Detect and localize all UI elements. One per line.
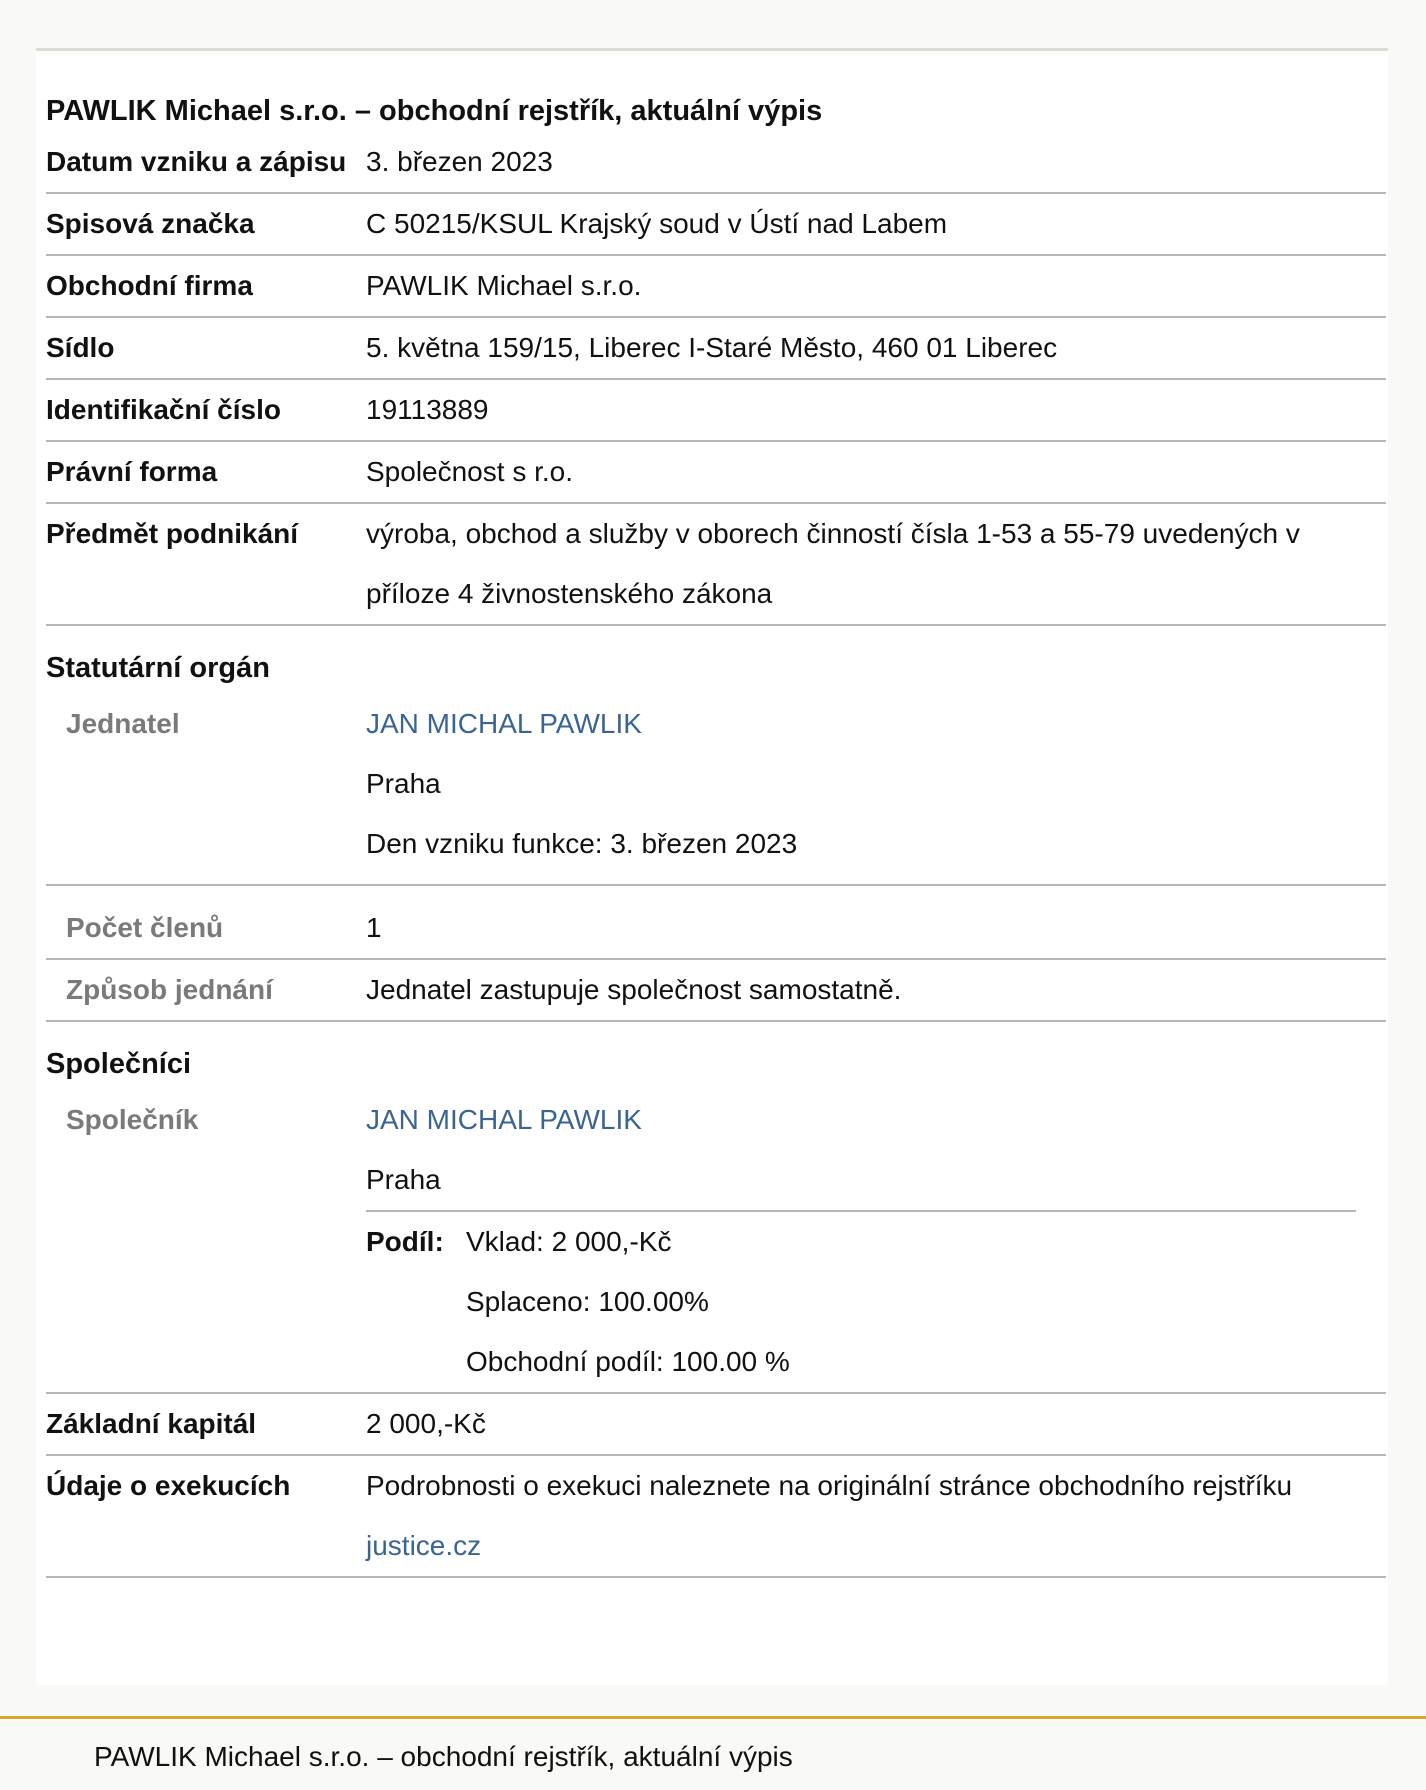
row-label: Způsob jednání [66, 974, 273, 1005]
podil-block [366, 1210, 1356, 1392]
row-datum-vzniku [46, 132, 1386, 194]
justice-link[interactable]: justice.cz [366, 1530, 482, 1561]
footer-title: PAWLIK Michael s.r.o. – obchodní rejstřík, aktuální výpis [94, 1741, 793, 1772]
row-value [366, 694, 1386, 884]
row-pocet-clenu [46, 886, 1386, 960]
row-label: Právní forma [46, 456, 218, 487]
row-value [366, 1090, 1386, 1392]
jednatel-link[interactable]: JAN MICHAL PAWLIK [366, 708, 642, 739]
row-udaje-o-exekucich [46, 1456, 1386, 1578]
exekuce-text: Podrobnosti o exekuci naleznete na originální stránce obchodního rejstříku [366, 1470, 1293, 1501]
row-label: Spisová značka [46, 208, 255, 239]
spolecnik-link[interactable]: JAN MICHAL PAWLIK [366, 1104, 642, 1135]
row-zakladni-kapital [46, 1394, 1386, 1456]
row-label: Základní kapitál [46, 1408, 257, 1439]
podil-splaceno: Splaceno: 100.00% [466, 1286, 709, 1317]
spolecnik-city: Praha [366, 1164, 441, 1195]
section-heading-statutarni-organ: Statutární orgán [46, 652, 270, 684]
row-label: Předmět podnikání [46, 518, 299, 549]
row-label: Sídlo [46, 332, 115, 363]
row-sidlo [46, 318, 1386, 380]
row-value [366, 1456, 1386, 1576]
row-value: PAWLIK Michael s.r.o. [366, 270, 642, 301]
row-zpusob-jednani [46, 960, 1386, 1022]
row-label: Obchodní firma [46, 270, 253, 301]
row-label: Datum vzniku a zápisu [46, 146, 347, 177]
row-value: C 50215/KSUL Krajský soud v Ústí nad Labem [366, 208, 948, 239]
row-value: Společnost s r.o. [366, 456, 574, 487]
row-value: 5. května 159/15, Liberec I-Staré Město, 460 01 Liberec [366, 332, 1058, 363]
row-identifikacni-cislo [46, 380, 1386, 442]
row-value: 3. březen 2023 [366, 146, 553, 177]
card-content [46, 91, 1386, 1578]
row-value: výroba, obchod a služby v oborech činností čísla 1-53 a 55-79 uvedených v příloze 4 živnostenského zákona [366, 518, 1300, 609]
row-value: 19113889 [366, 394, 489, 425]
footer-divider [0, 1716, 1426, 1719]
row-value: Jednatel zastupuje společnost samostatně. [366, 974, 902, 1005]
podil-values [466, 1212, 790, 1392]
jednatel-city: Praha [366, 768, 441, 799]
page-title: PAWLIK Michael s.r.o. – obchodní rejstřík, aktuální výpis [46, 95, 823, 127]
jednatel-since: Den vzniku funkce: 3. březen 2023 [366, 828, 798, 859]
row-label: Identifikační číslo [46, 394, 281, 425]
row-predmet-podnikani [46, 504, 1386, 626]
podil-obchodni: Obchodní podíl: 100.00 % [466, 1346, 790, 1377]
row-label: Údaje o exekucích [46, 1470, 291, 1501]
section-heading-spolecnici: Společníci [46, 1048, 192, 1080]
row-spisova-znacka [46, 194, 1386, 256]
row-pravni-forma [46, 442, 1386, 504]
row-label: Společník [66, 1104, 199, 1135]
row-obchodni-firma [46, 256, 1386, 318]
row-label: Jednatel [66, 708, 180, 739]
company-card [36, 51, 1388, 1685]
row-spolecnik [46, 1090, 1386, 1394]
row-value: 2 000,-Kč [366, 1408, 486, 1439]
podil-vklad: Vklad: 2 000,-Kč [466, 1226, 672, 1257]
row-jednatel [46, 694, 1386, 886]
row-label: Počet členů [66, 912, 224, 943]
podil-label: Podíl: [366, 1226, 444, 1257]
row-value: 1 [366, 912, 382, 943]
